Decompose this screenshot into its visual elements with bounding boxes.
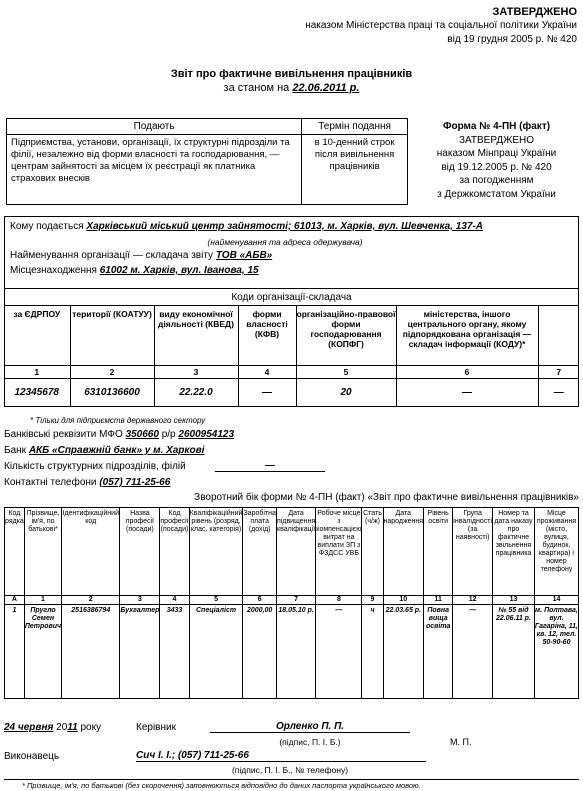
cell-sex: ч [362, 605, 383, 699]
col-header-education: Рівень освіти [424, 508, 453, 596]
bank-name-line [4, 445, 204, 456]
code-value-kved: 22.22.0 [154, 379, 238, 407]
col-header-birth-date: Дата народження [383, 508, 424, 596]
code-header-kodu: міністерства, іншого центрального органу, якому підпорядкована організація — складач інформації (КОДУ)* [396, 306, 538, 366]
code-num: 2 [70, 366, 154, 379]
cell-workplace: — [316, 605, 362, 699]
bank-name-value: АКБ «Справжній банк» у м. Харкові [28, 445, 205, 456]
cell-disability: — [453, 605, 493, 699]
bank-name-label: Банк [4, 445, 27, 456]
report-date: 22.06.2011 р. [292, 82, 360, 94]
code-num: 4 [238, 366, 296, 379]
col-header-address: Місце проживання (місто, вулиця, будинок, квартира) і номер телефону [534, 508, 578, 596]
col-letter: 7 [276, 596, 315, 605]
submit-col1-header: Подають [7, 119, 302, 135]
submit-col2-header: Термін подання [302, 119, 408, 135]
back-side-title: Зворотний бік форми № 4-ПН (факт) «Звіт про фактичне вивільнення працівників» [194, 492, 579, 503]
bank-rr: 2600954123 [178, 429, 235, 440]
sign-year-prefix: 20 [56, 722, 68, 733]
order-line-2: від 19 грудня 2005 р. № 420 [447, 34, 577, 45]
code-value-kfv: — [238, 379, 296, 407]
order-line-1: наказом Міністерства праці та соціальної політики України [305, 20, 577, 31]
col-letter: 2 [62, 596, 120, 605]
sign-year-suffix: 11 [67, 722, 78, 733]
code-value-kopfg: 20 [296, 379, 396, 407]
org-block [4, 216, 579, 407]
code-num: 5 [296, 366, 396, 379]
code-header-kved: виду економічної діяльності (КВЕД) [154, 306, 238, 366]
org-location-label: Місцезнаходження [10, 265, 97, 276]
to-label: Кому подається [10, 221, 84, 232]
col-letter: 8 [316, 596, 362, 605]
to-line [10, 221, 483, 232]
cell-id: 2516386794 [62, 605, 120, 699]
col-header-profession-code: Код професії (посади) [160, 508, 189, 596]
approved-label: ЗАТВЕРДЖЕНО [492, 6, 577, 18]
submit-box [6, 118, 408, 205]
cell-salary: 2000,00 [243, 605, 276, 699]
cell-profession-code: 3433 [160, 605, 189, 699]
col-header-name: Прізвище, ім'я, по батькові* [24, 508, 61, 596]
code-header-kopfg: організаційно-правової форми господарювання (КОПФГ) [296, 306, 396, 366]
footnote-divider [4, 779, 579, 780]
code-value-koatuu: 6310136600 [70, 379, 154, 407]
phones-label: Контактні телефони [4, 477, 97, 488]
cell-qualification: Спеціаліст [189, 605, 243, 699]
code-header-edrpou: за ЄДРПОУ [4, 306, 70, 366]
sign-date-line [4, 722, 101, 733]
codes-table [4, 288, 579, 407]
code-header-kfv: форми власності (КФВ) [238, 306, 296, 366]
col-header-workplace: Робоче місце з компенсацією витрат на виплати ЗП з ФЗДСС УВБ [316, 508, 362, 596]
form-number: Форма № 4-ПН (факт) [442, 121, 551, 132]
col-header-order: Номер та дата наказу про фактичне звільнення працівника [493, 508, 535, 596]
col-letter: 5 [189, 596, 243, 605]
workers-table [4, 507, 579, 699]
code-header-extra [538, 306, 579, 366]
form-info-line-4: з Держкомстатом України [437, 188, 556, 200]
col-letter: 3 [120, 596, 160, 605]
cell-birth-date: 22.03.65 р. [383, 605, 424, 699]
form-info-line-2: від 19.12.2005 р. № 420 [441, 161, 552, 173]
code-num: 6 [396, 366, 538, 379]
code-header-koatuu: території (КОАТУУ) [70, 306, 154, 366]
bank-rr-label: р/р [161, 429, 176, 440]
sign-year-word: року [80, 722, 102, 733]
phones-value: (057) 711-25-66 [99, 477, 171, 488]
stamp-label: М. П. [450, 737, 472, 747]
bank-mfo: 350660 [125, 429, 159, 440]
cell-profession: Бухгалтер [120, 605, 160, 699]
org-name-line [10, 250, 272, 261]
exec-label: Виконавець [4, 751, 60, 762]
cell-address: м. Полтава, вул. Гагаріна, 11, кв. 12, тел. 50-90-60 [534, 605, 578, 699]
code-value-edrpou: 12345678 [4, 379, 70, 407]
col-header-qual-date: Дата підвищення кваліфікації [276, 508, 315, 596]
col-header-sex: Стать (ч/ж) [362, 508, 383, 596]
exec-value: Сич І. І.; (057) 711-25-66 [136, 750, 426, 762]
code-value-extra: — [538, 379, 579, 407]
form-approved: ЗАТВЕРДЖЕНО [458, 134, 535, 146]
code-num: 1 [4, 366, 70, 379]
units-value: — [215, 460, 325, 472]
exec-caption: (підпис, П. І. Б., № телефону) [231, 765, 349, 775]
col-header-qualification: Кваліфікаційний рівень (розряд, клас, категорія) [189, 508, 243, 596]
to-value: Харківський міський центр зайнятості; 61013, м. Харків, вул. Шевченка, 137-А [86, 221, 484, 232]
col-header-code: Код рядка [5, 508, 25, 596]
col-letter: 4 [160, 596, 189, 605]
col-letter: 13 [493, 596, 535, 605]
col-letter: 1 [24, 596, 61, 605]
footnote: * Прізвище, ім'я, по батькові (без скорочення) заповнюються відповідно до даних паспорта українського мовою. [22, 781, 421, 790]
code-num: 3 [154, 366, 238, 379]
col-letter: 11 [424, 596, 453, 605]
org-location-line [10, 265, 259, 276]
col-header-salary: Заробітна плата (дохід) [243, 508, 276, 596]
col-letter: 6 [243, 596, 276, 605]
cell-qual-date: 18.05.10 р. [276, 605, 315, 699]
cell-name: Пругло Семен Петрович [24, 605, 61, 699]
col-letter: 12 [453, 596, 493, 605]
form-info-line-3: за погодженням [459, 175, 534, 186]
col-letter: 9 [362, 596, 383, 605]
code-num: 7 [538, 366, 579, 379]
form-info-line-1: наказом Мінпраці України [436, 148, 557, 159]
col-header-disability: Група інвалідності (за наявності) [453, 508, 493, 596]
to-caption: (найменування та адреса одержувача) [207, 237, 363, 247]
submit-col1-text: Підприємства, установи, організації, їх структурні підрозділи та філії, незалежно від форми власності та господарювання, — центрам зайнятості за місцем їх реєстрації як платника страхових внесків [7, 135, 302, 205]
cell-code: 1 [5, 605, 25, 699]
report-title: Звіт про фактичне вивільнення працівників [170, 68, 413, 80]
phones-line [4, 477, 170, 488]
col-letter: 14 [534, 596, 578, 605]
org-name-label: Найменування організації — складача звіту [10, 250, 214, 261]
col-header-id: Ідентифікаційний код [62, 508, 120, 596]
units-label: Кількість структурних підрозділів, філій [4, 461, 186, 472]
head-name: Орленко П. П. [210, 721, 410, 733]
head-label: Керівник [136, 722, 176, 733]
sign-date: 24 червня [4, 722, 54, 733]
bank-req-label: Банківські реквізити МФО [4, 429, 123, 440]
form-info [410, 120, 583, 201]
cell-order: № 55 від 22.06.11 р. [493, 605, 535, 699]
codes-title: Коди організації-складача [4, 289, 579, 306]
org-name-value: ТОВ «АБВ» [215, 250, 273, 261]
head-caption: (підпис, П. І. Б.) [279, 737, 341, 747]
col-letter: 10 [383, 596, 424, 605]
bank-req-line [4, 429, 234, 440]
col-letter: А [5, 596, 25, 605]
col-header-profession: Назва професії (посади) [120, 508, 160, 596]
units-line [4, 461, 186, 472]
report-date-line [0, 82, 583, 94]
state-sector-note: * Тільки для підприємств державного сектору [30, 416, 206, 425]
cell-education: Повна вища освіта [424, 605, 453, 699]
code-value-kodu: — [396, 379, 538, 407]
report-date-prefix: за станом на [223, 82, 290, 94]
submit-col2-text: в 10-денний строк після вивільнення працівників [302, 135, 408, 205]
org-location-value: 61002 м. Харків, вул. Іванова, 15 [99, 265, 259, 276]
